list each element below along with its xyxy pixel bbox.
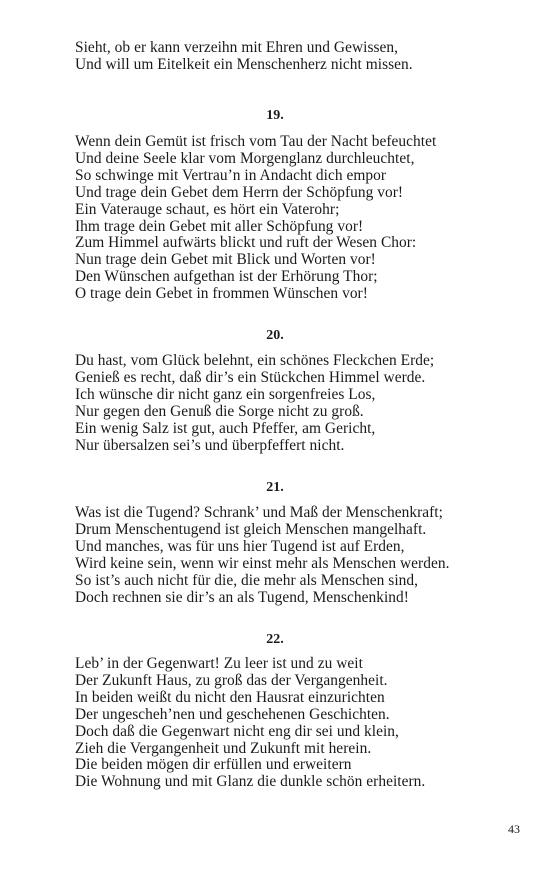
verse-line: Ein Vaterauge schaut, es hört ein Vaterohr; [75,200,340,218]
verse-line: Ein wenig Salz ist gut, auch Pfeffer, am Gericht, [75,419,376,437]
verse-line: Der Zukunft Haus, zu groß das der Vergangenheit. [75,671,388,689]
verse-line: In beiden weißt du nicht den Hausrat einzurichten [75,688,385,706]
verse-line: So schwinge mit Vertrau’n in Andacht dich empor [75,166,387,184]
verse-line: Genieß es recht, daß dir’s ein Stückchen Himmel werde. [75,368,426,386]
verse-line: Die beiden mögen dir erfüllen und erweitern [75,756,352,774]
verse-line: Nun trage dein Gebet mit Blick und Worten vor! [75,251,376,269]
verse-line: Die Wohnung und mit Glanz die dunkle schön erheitern. [75,773,426,791]
poem-number-21: 21. [266,480,284,495]
verse-line: Wenn dein Gemüt ist frisch vom Tau der Nacht befeuchtet [75,133,437,150]
page-number: 43 [508,822,520,836]
intro-stanza [75,40,475,74]
verse-line: Nur übersalzen sei’s und überpfeffert nicht. [75,436,345,454]
verse-line: Und manches, was für uns hier Tugend ist auf Erden, [75,537,405,555]
verse-line: Ihm trage dein Gebet mit aller Schöpfung vor! [75,217,364,235]
verse-line: Der ungescheh’nen und geschehenen Geschichten. [75,705,390,723]
poem-21-stanza [75,505,475,606]
verse-line: Zum Himmel aufwärts blickt und ruft der Wesen Chor: [75,234,417,252]
poem-22-stanza [75,656,475,791]
verse-line: Wird keine sein, wenn wir einst mehr als Menschen werden. [75,554,450,572]
verse-line: O trage dein Gebet in frommen Wünschen vor! [75,285,368,303]
poem-number-19: 19. [266,108,284,123]
verse-line: Sieht, ob er kann verzeihn mit Ehren und Gewissen, [75,39,399,56]
verse-line: Du hast, vom Glück belehnt, ein schönes Fleckchen Erde; [75,352,435,369]
verse-line: So ist’s auch nicht für die, die mehr als Menschen sind, [75,571,419,589]
verse-line: Nur gegen den Genuß die Sorge nicht zu groß. [75,402,364,420]
verse-line: Und deine Seele klar vom Morgenglanz durchleuchtet, [75,149,415,167]
poem-number-22: 22. [266,632,284,647]
verse-line: Doch rechnen sie dir’s an als Tugend, Menschenkind! [75,588,409,606]
verse-line: Den Wünschen aufgethan ist der Erhörung Thor; [75,268,378,286]
verse-line: Leb’ in der Gegenwart! Zu leer ist und zu weit [75,655,363,672]
verse-line: Was ist die Tugend? Schrank’ und Maß der Menschenkraft; [75,504,443,521]
verse-line: Zieh die Vergangenheit und Zukunft mit herein. [75,739,372,757]
verse-line: Drum Menschentugend ist gleich Menschen mangelhaft. [75,520,427,538]
verse-line: Und trage dein Gebet dem Herrn der Schöpfung vor! [75,183,404,201]
verse-line: Doch daß die Gegenwart nicht eng dir sei und klein, [75,722,399,740]
verse-line: Ich wünsche dir nicht ganz ein sorgenfreies Los, [75,385,376,403]
poem-19-stanza [75,134,475,303]
poem-number-20: 20. [266,328,284,343]
verse-line: Und will um Eitelkeit ein Menschenherz nicht missen. [75,55,413,73]
poem-20-stanza [75,353,475,454]
